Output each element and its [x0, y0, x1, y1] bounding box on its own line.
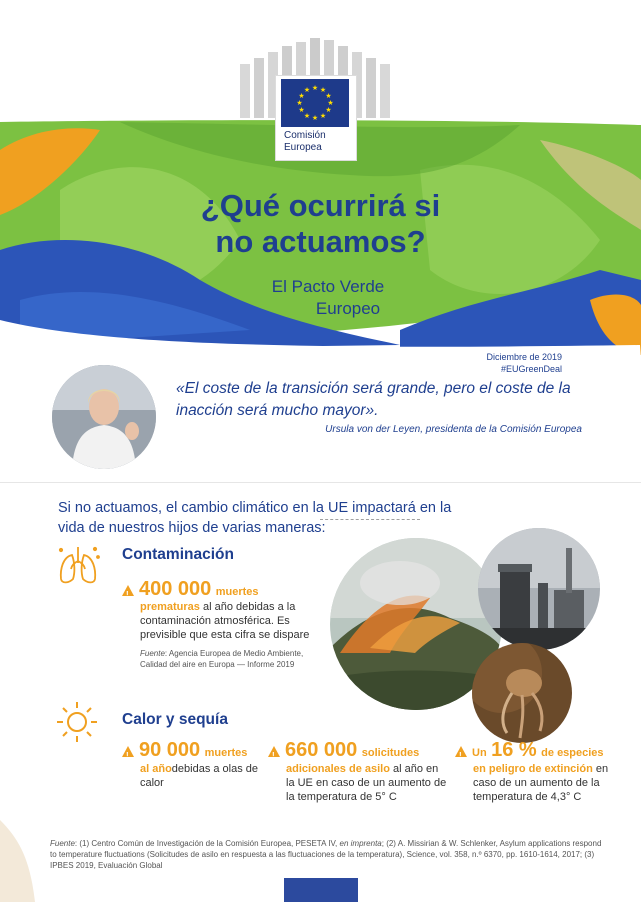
warning-icon	[122, 746, 134, 757]
stat2-body	[286, 762, 466, 804]
lungs-icon	[55, 543, 101, 589]
sun-icon	[55, 700, 99, 744]
footer-label: Fuente	[50, 839, 75, 848]
footer-bar	[284, 878, 358, 902]
stat2-body-line-3: la temperatura de 5° C	[286, 791, 397, 803]
stat3-prefix: Un	[472, 747, 487, 759]
stat-asilo	[268, 741, 468, 762]
contaminacion-source	[140, 648, 340, 670]
stat1-body-line-2: calor	[140, 777, 164, 789]
svg-text:★: ★	[303, 112, 311, 120]
title-line-1: ¿Qué ocurrirá si	[200, 188, 441, 223]
corner-decoration	[0, 820, 40, 902]
portrait-photo	[52, 365, 156, 469]
section-title-calor: Calor y sequía	[122, 711, 228, 728]
contaminacion-body	[140, 600, 350, 642]
svg-text:★: ★	[319, 112, 327, 120]
dry-flower-photo	[472, 643, 572, 743]
section-divider	[0, 482, 641, 483]
body-line-3: previsible que esta cifra se dispare	[140, 629, 310, 641]
subtitle-line-2: Europeo	[315, 299, 381, 318]
svg-text:★: ★	[298, 92, 305, 100]
logo-line-1: Comisión	[284, 130, 326, 141]
stat3-body-line-1: en	[595, 763, 609, 775]
eu-flag-icon	[281, 79, 349, 127]
logo-text	[284, 130, 326, 154]
quote-author: Ursula von der Leyen, presidenta de la Comisión Europea	[325, 424, 582, 435]
stat-muertes-calor	[122, 741, 282, 762]
stat3-body-line-2: caso de un aumento de la	[473, 777, 600, 789]
footer-part-2: ; (2) A. Missirian & W. Schlenker, Asylum applications respond to temperature fluctuations (Solicitudes de asilo en respuesta a las fluctuaciones de la temperatura), Science, vol. 358, n.º 6370, pp. 1610-1614, 2017; (3) IPBES 2019, Evaluación Global	[50, 839, 602, 870]
intro-text: Si no actuamos, el cambio climático en la UE impactará en la vida de nuestros hijos de varias maneras:	[58, 500, 452, 536]
stat3-body-line-3: temperatura de 4,3° C	[473, 791, 582, 803]
stat-label: de especies	[541, 747, 604, 759]
stat2-body-line-1: al año en	[393, 763, 439, 775]
page-subtitle	[228, 276, 428, 320]
svg-text:★: ★	[325, 106, 332, 114]
factory-photo	[478, 528, 600, 650]
stat1-body-line-1: debidas a olas de	[171, 763, 259, 775]
source-line-2: Calidad del aire en Europa — Informe 2019	[140, 660, 295, 669]
footer-italic: en imprenta	[339, 839, 382, 848]
warning-icon	[122, 585, 134, 596]
svg-text:★: ★	[311, 114, 319, 122]
stat2-body-line-2: la UE en caso de un aumento de	[286, 777, 447, 789]
stat1-body	[140, 762, 280, 790]
title-line-2: no actuamos?	[215, 224, 426, 259]
footer-sources	[50, 838, 610, 871]
intro-underline	[320, 519, 420, 520]
logo-line-2: Europea	[284, 142, 322, 153]
svg-text:★: ★	[327, 99, 334, 107]
svg-text:★: ★	[296, 99, 303, 107]
section-title-contaminacion: Contaminación	[122, 546, 234, 563]
svg-text:★: ★	[325, 92, 332, 100]
hashtag[interactable]: #EUGreenDeal	[500, 364, 562, 374]
stat-number-400000: 400 000	[139, 578, 212, 600]
stat-label-asilo: adicionales de asilo	[286, 763, 390, 775]
stat-label-extincion: en peligro de extinción	[473, 763, 593, 775]
body-line-2: contaminación atmosférica. Es	[140, 615, 290, 627]
svg-text:★: ★	[303, 86, 311, 94]
svg-text:★: ★	[311, 84, 319, 92]
svg-text:★: ★	[319, 86, 327, 94]
stat-label-al-ano: al año	[140, 763, 172, 775]
stat-label: muertes	[204, 747, 248, 759]
stat-label-prematuras: prematuras	[140, 601, 200, 613]
stat-label: muertes	[215, 586, 259, 598]
stat-especies	[455, 741, 635, 762]
source-label: Fuente	[140, 649, 165, 658]
stat-number-660000: 660 000	[285, 739, 358, 761]
svg-text:★: ★	[298, 106, 305, 114]
stat3-body	[473, 762, 633, 804]
quote-text: «El coste de la transición será grande, pero el coste de la inacción será mucho mayor».	[176, 380, 571, 419]
stat-number-16: 16 %	[491, 739, 537, 761]
ec-logo[interactable]	[275, 75, 357, 161]
page-title	[0, 188, 641, 260]
subtitle-line-1: El Pacto Verde	[271, 277, 385, 296]
warning-icon	[268, 746, 280, 757]
warning-icon	[455, 746, 467, 757]
stat-contaminacion	[122, 580, 322, 601]
stat-label: solicitudes	[361, 747, 420, 759]
footer-part-1: : (1) Centro Común de Investigación de la Comisión Europea, PESETA IV,	[74, 839, 340, 848]
body-line-1: al año debidas a la	[202, 601, 296, 613]
publication-date: Diciembre de 2019	[486, 352, 562, 362]
source-line-1: : Agencia Europea de Medio Ambiente,	[164, 649, 304, 658]
stat-number-90000: 90 000	[139, 739, 201, 761]
